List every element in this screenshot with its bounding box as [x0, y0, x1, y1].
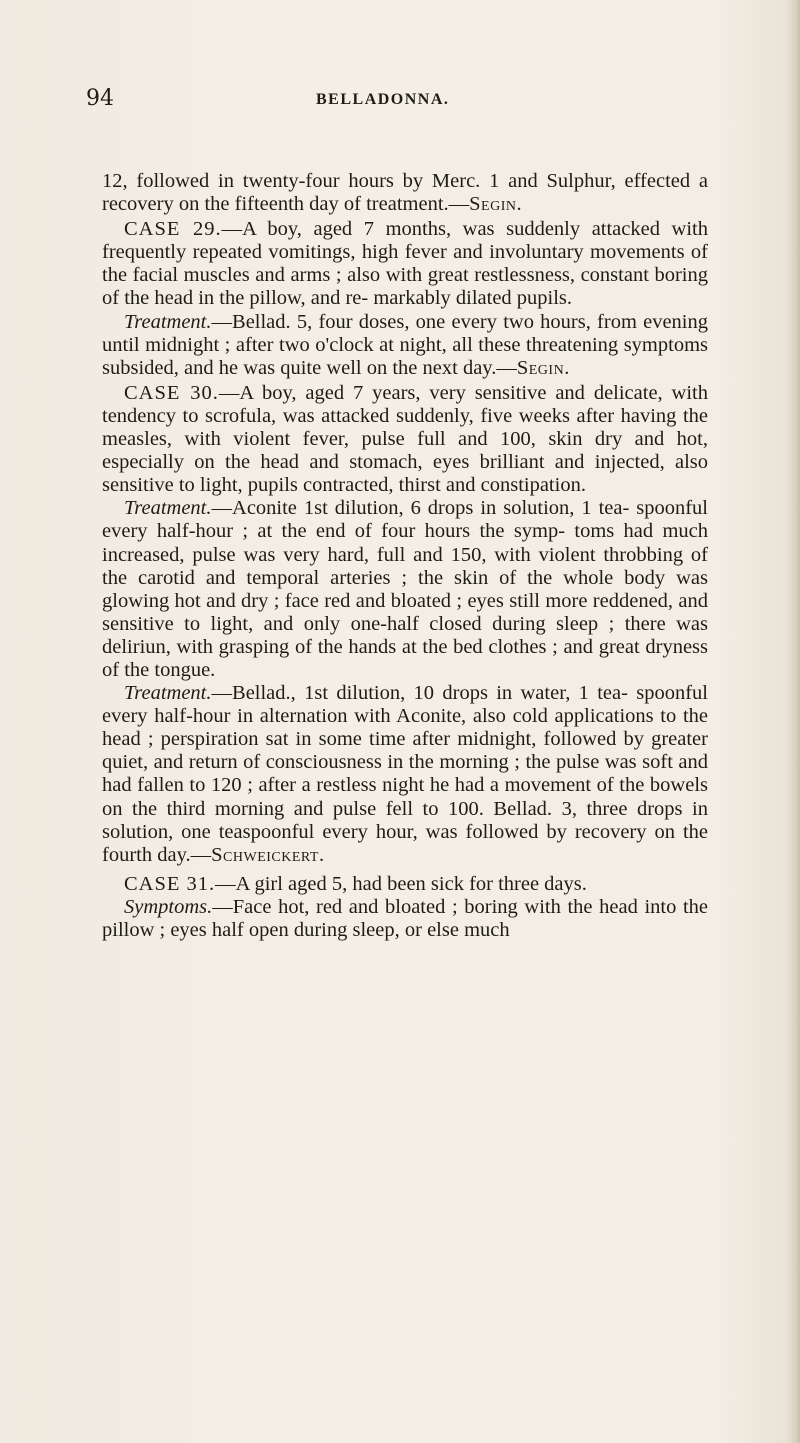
section-label: Treatment. — [124, 310, 212, 333]
case-31-paragraph — [102, 873, 708, 896]
paragraph-text: —A boy, aged 7 years, very sensitive and delicate, with tendency to scrofula, was attacked suddenly, five weeks after having the measles, with violent fever, pulse full and 100, skin dry and hot, especially on the head and stomach, eyes brilliant and injected, also sensitive to light, pupils contracted, thirst and constipation. — [102, 381, 709, 497]
paragraph-text: —Face hot, red and bloated ; boring with the head into the pillow ; eyes half open during sleep, or else much — [102, 895, 708, 941]
page-header — [86, 86, 706, 114]
page-number: 94 — [86, 86, 114, 111]
case-29-paragraph — [102, 218, 708, 310]
section-label: Treatment. — [124, 682, 212, 705]
paragraph-continuation — [102, 170, 708, 216]
treatment-paragraph — [102, 311, 708, 380]
case-label: CASE 29. — [124, 218, 222, 241]
running-title: BELLADONNA. — [316, 91, 450, 108]
author-citation: Segin. — [469, 193, 523, 216]
paragraph-text: —Bellad., 1st dilution, 10 drops in water, 1 tea- spoonful every half-hour in alternation with Aconite, also cold applications to the head ; perspiration sat in some time after midnight, followed by greater quiet, and return of consciousness in the morning ; the pulse was soft and had fallen to 120 ; after a restless night he had a movement of the bowels on the third morning and pulse fell to 100. Bellad. 3, three drops in solution, one teaspoonful every hour, was followed by recovery on the fourth day.— — [102, 682, 708, 866]
paragraph-text: —A girl aged 5, had been sick for three days. — [215, 872, 587, 895]
treatment-paragraph — [102, 497, 708, 682]
section-label: Symptoms. — [124, 895, 213, 918]
case-30-paragraph — [102, 382, 708, 497]
author-citation: Schweickert. — [211, 843, 325, 866]
case-label: CASE 31. — [124, 872, 216, 895]
paragraph-text: —Bellad. 5, four doses, one every two hours, from evening until midnight ; after two o'clock at night, all these threatening symptoms subsided, and he was quite well on the next day.— — [102, 310, 708, 379]
body-text — [102, 170, 708, 942]
case-label: CASE 30. — [124, 381, 219, 404]
symptoms-paragraph — [102, 896, 708, 942]
paragraph-text: —Aconite 1st dilution, 6 drops in solution, 1 tea- spoonful every half-hour ; at the end of four hours the symp- toms had much increased, pulse was very hard, full and 150, with violent throbbing of the carotid and temporal arteries ; the skin of the whole body was glowing hot and dry ; face red and bloated ; eyes still more reddened, and sensitive to light, and only one-half closed during sleep ; there was deliriun, with grasping of the hands at the bed clothes ; and great dryness of the tongue. — [102, 497, 708, 681]
treatment-paragraph — [102, 682, 708, 867]
section-label: Treatment. — [124, 497, 212, 520]
paragraph-text: —A boy, aged 7 months, was suddenly attacked with frequently repeated vomitings, high fever and involuntary movements of the facial muscles and arms ; also with great restlessness, constant boring of the head in the pillow, and re- markably dilated pupils. — [102, 218, 709, 310]
page-edge-shadow — [786, 0, 800, 1443]
paragraph-text: 12, followed in twenty-four hours by Merc. 1 and Sulphur, effected a recovery on the fifteenth day of treatment.— — [102, 170, 708, 216]
author-citation: Segin. — [516, 356, 570, 379]
